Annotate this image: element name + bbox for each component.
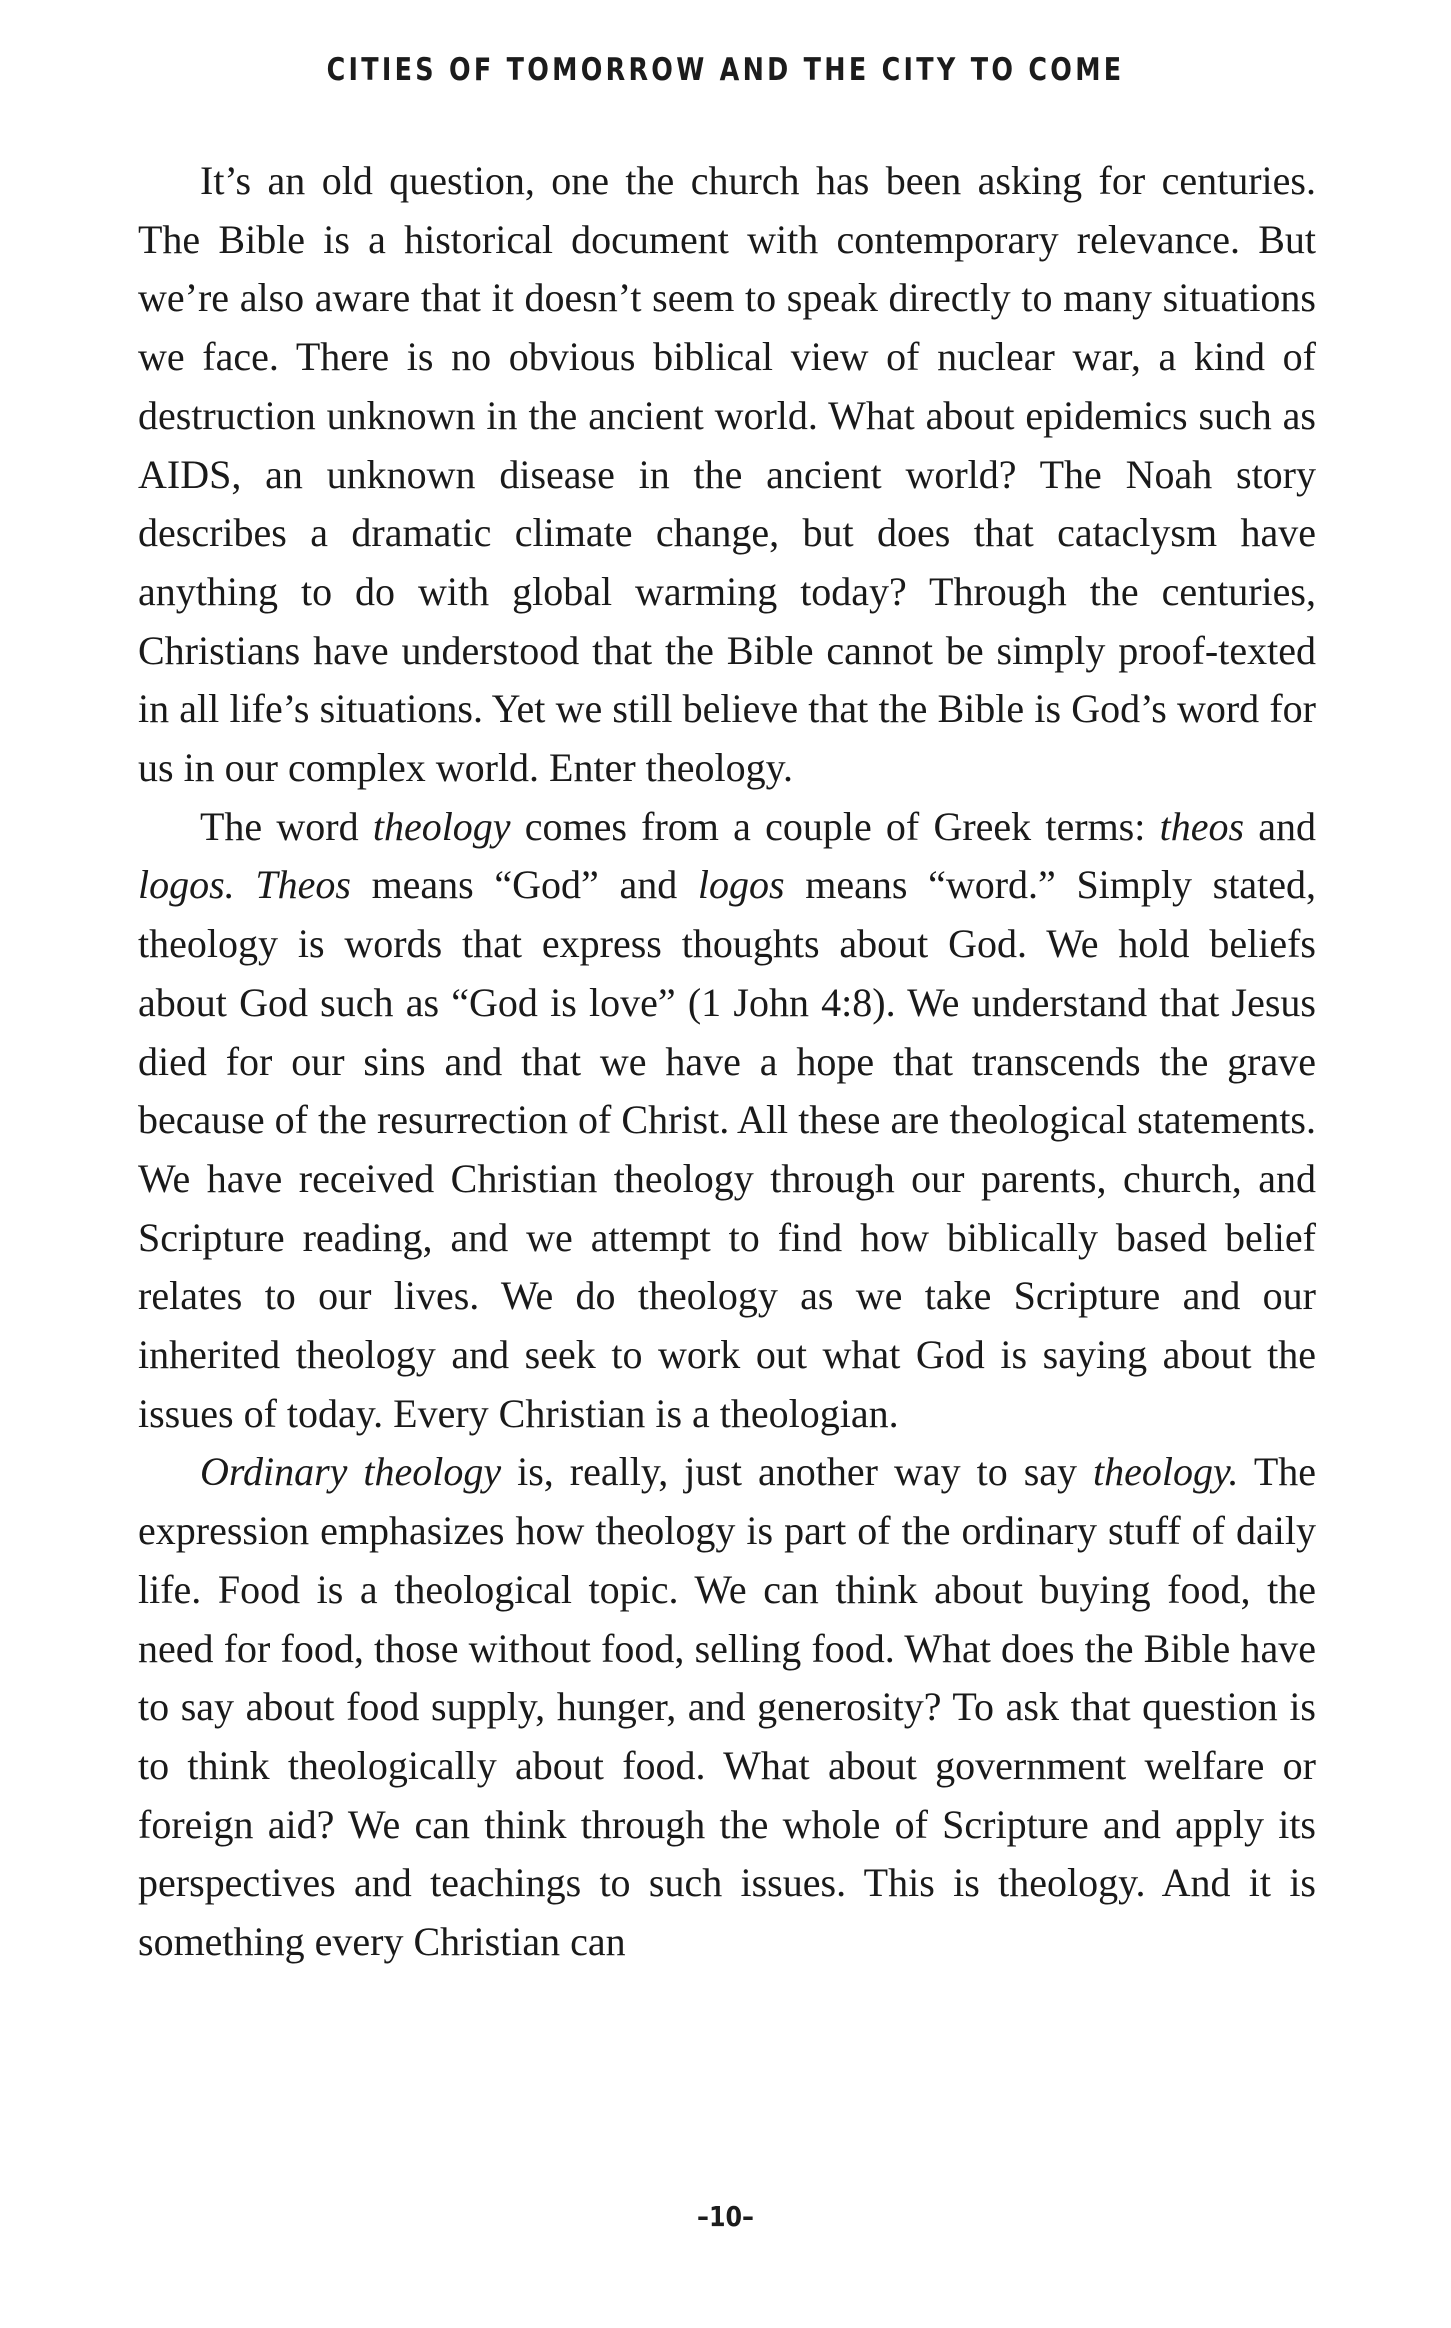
body-text [138, 152, 1316, 1972]
text-run: and [1244, 803, 1316, 849]
italic-text: Ordinary theology [200, 1449, 502, 1495]
paragraph [138, 1443, 1316, 1971]
italic-text: theology [372, 803, 511, 849]
paragraph [138, 152, 1316, 798]
italic-text: logos [697, 862, 785, 908]
text-run: means “God” and [350, 862, 698, 908]
paragraph [138, 798, 1316, 1444]
running-head: CITIES OF TOMORROW AND THE CITY TO COME [326, 52, 1125, 88]
page-number: –10– [697, 2200, 754, 2233]
text-run: The word [200, 803, 373, 849]
text-run: comes from a couple of Greek terms: [510, 803, 1160, 849]
text-run: The expression emphasizes how theology is part of the ordinary stuff of daily life. Food is a theological topic. We can think about buying food, the need for food, those without food, selling food. What does the Bible have to say about food supply, hunger, and generosity? To ask that question is to think theologically about food. What about government welfare or foreign aid? We can think through the whole of Scripture and apply its perspectives and teachings to such issues. This is theology. And it is something every Christian can [138, 1449, 1317, 1965]
italic-text: theology. [1093, 1449, 1239, 1495]
text-run: means “word.” Simply stated, theology is words that express thoughts about God. We hold beliefs about God such as “God is love” (1 John 4:8). We understand that Jesus died for our sins and that we have a hope that transcends the grave because of the resurrection of Christ. All these are theological statements. We have received Christian theology through our parents, church, and Scripture reading, and we attempt to find how biblically based belief relates to our lives. We do theology as we take Scripture and our inherited theology and seek to work out what God is saying about the issues of today. Every Christian is a theologian. [138, 862, 1316, 1436]
text-run: It’s an old question, one the church has been asking for centuries. The Bible is a historical document with contemporary relevance. But we’re also aware that it doesn’t seem to speak directly to many situations we face. There is no obvious biblical view of nuclear war, a kind of destruction unknown in the ancient world. What about epidemics such as AIDS, an unknown disease in the ancient world? The Noah story describes a dramatic climate change, but does that cataclysm have anything to do with global warming today? Through the centuries, Christians have understood that the Bible cannot be simply proof-texted in all life’s situations. Yet we still believe that the Bible is God’s word for us in our complex world. Enter theology. [138, 158, 1316, 791]
text-run: is, really, just another way to say [501, 1449, 1094, 1495]
italic-text: logos. Theos [138, 862, 351, 908]
italic-text: theos [1159, 803, 1245, 849]
